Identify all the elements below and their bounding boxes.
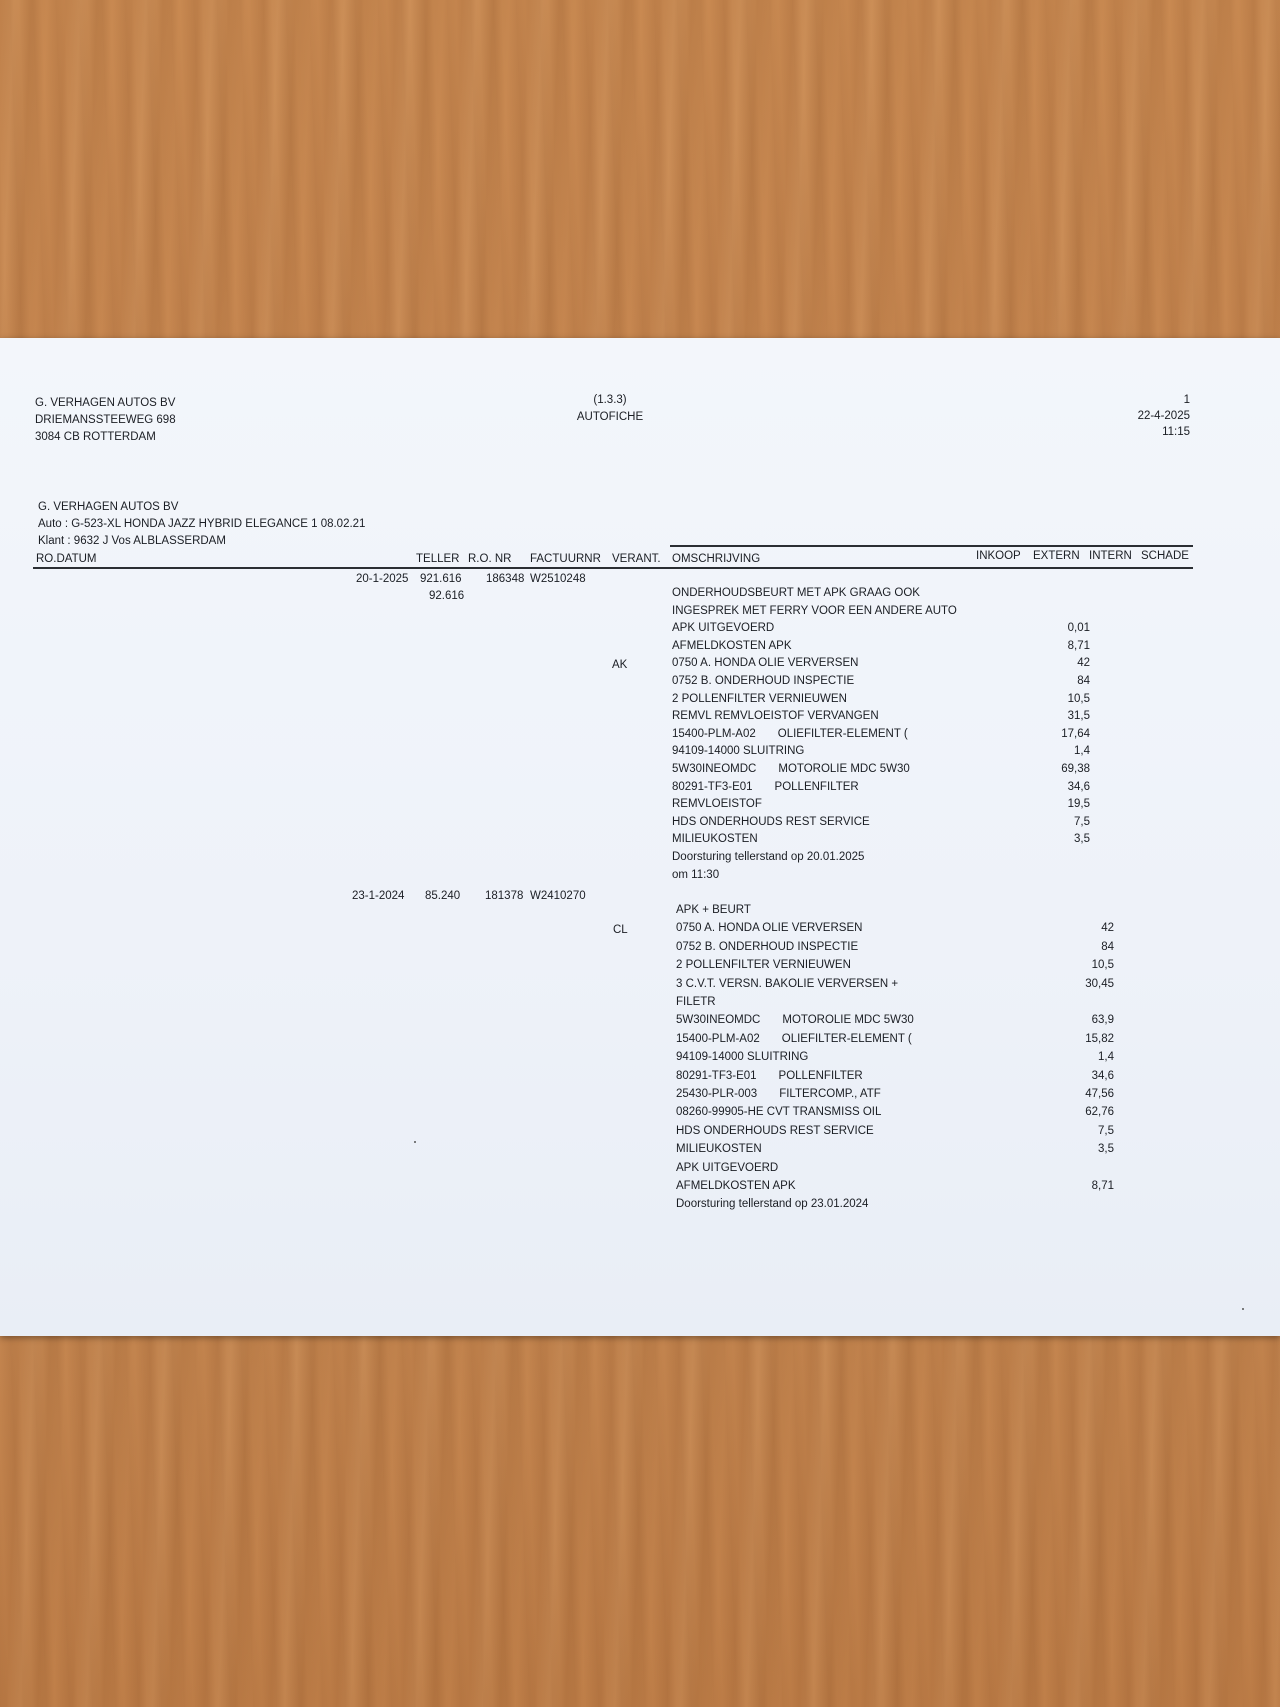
line-item <box>0 763 1280 779</box>
line-description: APK UITGEVOERD <box>676 1161 779 1174</box>
line-amount-extern: 31,5 <box>1067 710 1090 723</box>
print-time: 11:15 <box>1162 426 1190 438</box>
line-item <box>0 1162 1280 1178</box>
order-factuurnr: W2410270 <box>530 890 586 902</box>
paper-speck <box>1242 1308 1244 1310</box>
line-item <box>0 816 1280 832</box>
line-item <box>0 640 1280 656</box>
line-description <box>676 1088 881 1100</box>
line-description: 0752 B. ONDERHOUD INSPECTIE <box>672 675 855 687</box>
line-amount-extern: 34,6 <box>1067 780 1090 793</box>
col-intern: INTERN <box>1089 550 1132 562</box>
line-description: HDS ONDERHOUDS REST SERVICE <box>676 1124 874 1137</box>
line-item <box>0 1143 1280 1159</box>
line-amount-extern: 84 <box>1101 940 1114 953</box>
header-street: DRIEMANSSTEEWEG 698 <box>35 414 176 426</box>
line-item <box>0 1033 1280 1049</box>
line-item <box>0 1198 1280 1214</box>
line-item <box>0 728 1280 744</box>
line-item <box>0 798 1280 814</box>
header-code: (1.3.3) <box>593 394 627 406</box>
order-verant: CL <box>613 924 628 936</box>
header-rule-bottom <box>33 567 1193 569</box>
order-date: 23-1-2024 <box>352 890 405 902</box>
line-description: AFMELDKOSTEN APK <box>672 639 792 652</box>
line-description: 0752 B. ONDERHOUD INSPECTIE <box>676 940 859 953</box>
part-code: 80291-TF3-E01 <box>676 1069 757 1082</box>
print-date: 22-4-2025 <box>1137 410 1190 422</box>
line-item <box>0 922 1280 938</box>
part-description: MOTOROLIE MDC 5W30 <box>782 1014 914 1027</box>
line-amount-extern: 30,45 <box>1085 977 1114 990</box>
line-item <box>0 1070 1280 1086</box>
col-ro-nr: R.O. NR <box>468 553 512 565</box>
line-item <box>0 1106 1280 1122</box>
part-code: 15400-PLM-A02 <box>676 1032 760 1045</box>
line-description: ONDERHOUDSBEURT MET APK GRAAG OOK <box>672 587 920 599</box>
line-amount-extern: 3,5 <box>1098 1143 1114 1156</box>
line-item <box>0 1051 1280 1067</box>
part-code: 5W30INEOMDC <box>676 1014 761 1027</box>
page-number: 1 <box>1183 394 1190 406</box>
line-amount-extern: 15,82 <box>1085 1032 1114 1045</box>
part-code: 25430-PLR-003 <box>676 1088 758 1100</box>
line-amount-extern: 42 <box>1101 922 1114 935</box>
line-item <box>0 781 1280 797</box>
info-auto: Auto : G-523-XL HONDA JAZZ HYBRID ELEGANCE 1 08.02.21 <box>38 518 366 530</box>
header-company: G. VERHAGEN AUTOS BV <box>35 397 176 409</box>
line-description: APK UITGEVOERD <box>672 622 775 635</box>
line-item <box>0 710 1280 726</box>
line-description: FILETR <box>676 996 716 1008</box>
line-amount-extern: 1,4 <box>1098 1051 1114 1064</box>
line-description: 0750 A. HONDA OLIE VERVERSEN <box>672 657 859 670</box>
line-description <box>676 1033 912 1045</box>
line-amount-extern: 1,4 <box>1074 745 1090 758</box>
line-item <box>0 941 1280 957</box>
col-extern: EXTERN <box>1033 550 1080 562</box>
col-inkoop: INKOOP <box>976 550 1021 562</box>
part-description: MOTOROLIE MDC 5W30 <box>778 763 910 775</box>
part-description: FILTERCOMP., ATF <box>779 1088 881 1100</box>
line-description: om 11:30 <box>672 868 720 881</box>
line-item <box>0 996 1280 1012</box>
line-description: 3 C.V.T. VERSN. BAKOLIE VERVERSEN + <box>676 977 899 990</box>
line-amount-extern: 7,5 <box>1074 815 1090 828</box>
header-rule-top <box>670 545 1193 547</box>
part-description: POLLENFILTER <box>778 1069 863 1082</box>
line-amount-extern: 10,5 <box>1067 692 1090 705</box>
line-item <box>0 978 1280 994</box>
line-item <box>0 587 1280 603</box>
line-item <box>0 1014 1280 1030</box>
part-code: 5W30INEOMDC <box>672 763 757 775</box>
order-ro-nr: 181378 <box>485 890 524 902</box>
line-item <box>0 869 1280 885</box>
line-description: REMVL REMVLOEISTOF VERVANGEN <box>672 710 879 723</box>
line-item <box>0 833 1280 849</box>
col-verant: VERANT. <box>612 553 661 565</box>
order-teller: 921.616 <box>420 573 462 585</box>
line-description: 2 POLLENFILTER VERNIEUWEN <box>676 959 851 972</box>
line-description: MILIEUKOSTEN <box>676 1143 762 1156</box>
line-description: MILIEUKOSTEN <box>672 833 758 846</box>
line-amount-extern: 42 <box>1077 657 1090 670</box>
order-verant: AK <box>612 659 628 671</box>
line-item <box>0 622 1280 638</box>
line-amount-extern: 7,5 <box>1098 1124 1114 1137</box>
line-item <box>0 1180 1280 1196</box>
line-amount-extern: 62,76 <box>1085 1106 1114 1119</box>
line-item <box>0 1125 1280 1141</box>
order-teller: 85.240 <box>425 890 461 902</box>
line-amount-extern: 69,38 <box>1061 763 1090 775</box>
document-title: AUTOFICHE <box>576 411 644 423</box>
line-item <box>0 1088 1280 1104</box>
col-teller: TELLER <box>416 553 460 565</box>
part-code: 80291-TF3-E01 <box>672 780 753 793</box>
line-item <box>0 851 1280 867</box>
order-date: 20-1-2025 <box>356 573 409 585</box>
info-klant: Klant : 9632 J Vos ALBLASSERDAM <box>38 535 226 547</box>
line-item <box>0 745 1280 761</box>
line-item <box>0 605 1280 621</box>
line-description <box>672 728 908 740</box>
line-amount-extern: 34,6 <box>1091 1069 1114 1082</box>
line-amount-extern: 84 <box>1077 675 1090 687</box>
line-item <box>0 904 1280 920</box>
part-code: 15400-PLM-A02 <box>672 727 756 740</box>
line-description: 08260-99905-HE CVT TRANSMISS OIL <box>676 1106 882 1119</box>
header-city: 3084 CB ROTTERDAM <box>35 431 156 443</box>
line-description <box>676 1014 914 1026</box>
line-description <box>672 763 910 775</box>
line-description <box>672 781 859 793</box>
line-description: APK + BEURT <box>676 904 751 916</box>
line-amount-extern: 63,9 <box>1091 1014 1114 1027</box>
line-description: 94109-14000 SLUITRING <box>676 1051 809 1064</box>
line-description <box>676 1070 863 1082</box>
order-factuurnr: W2510248 <box>530 573 586 585</box>
line-amount-extern: 10,5 <box>1091 959 1114 972</box>
autofiche-document <box>0 338 1280 1336</box>
part-description: POLLENFILTER <box>774 780 859 793</box>
line-item <box>0 693 1280 709</box>
line-description: AFMELDKOSTEN APK <box>676 1180 796 1192</box>
part-description: OLIEFILTER-ELEMENT ( <box>781 1032 912 1045</box>
part-description: OLIEFILTER-ELEMENT ( <box>777 727 908 740</box>
line-amount-extern: 47,56 <box>1085 1088 1114 1100</box>
line-description: REMVLOEISTOF <box>672 798 762 811</box>
line-item <box>0 959 1280 975</box>
col-factuurnr: FACTUURNR <box>530 553 601 565</box>
col-ro-datum: RO.DATUM <box>36 553 97 565</box>
line-description: HDS ONDERHOUDS REST SERVICE <box>672 815 870 828</box>
line-description: INGESPREK MET FERRY VOOR EEN ANDERE AUTO <box>672 604 957 617</box>
line-description: 94109-14000 SLUITRING <box>672 745 805 758</box>
col-omschrijving: OMSCHRIJVING <box>672 553 761 565</box>
line-amount-extern: 0,01 <box>1067 622 1090 635</box>
line-description: Doorsturing tellerstand op 20.01.2025 <box>672 851 865 863</box>
col-schade: SCHADE <box>1141 550 1189 562</box>
line-amount-extern: 8,71 <box>1091 1180 1114 1192</box>
line-amount-extern: 3,5 <box>1074 833 1090 846</box>
paper-speck <box>414 1141 416 1143</box>
line-item <box>0 675 1280 691</box>
line-description: Doorsturing tellerstand op 23.01.2024 <box>676 1198 869 1211</box>
line-item <box>0 657 1280 673</box>
line-amount-extern: 17,64 <box>1061 727 1090 740</box>
line-amount-extern: 19,5 <box>1067 798 1090 811</box>
line-description: 0750 A. HONDA OLIE VERVERSEN <box>676 922 863 935</box>
order-ro-nr: 186348 <box>486 573 525 585</box>
line-amount-extern: 8,71 <box>1067 639 1090 652</box>
info-company: G. VERHAGEN AUTOS BV <box>38 501 179 513</box>
line-description: 2 POLLENFILTER VERNIEUWEN <box>672 692 847 705</box>
order-teller-secondary: 92.616 <box>429 590 465 602</box>
